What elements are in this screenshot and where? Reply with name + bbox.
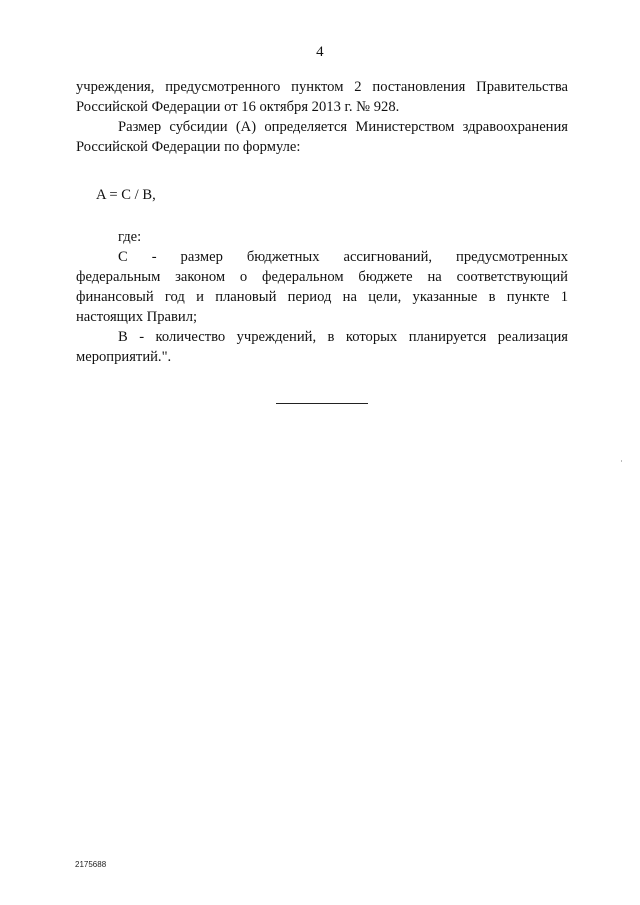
page-number: 4 (316, 44, 324, 60)
paragraph-definition-c (76, 247, 568, 327)
text-line: В - количество учреждений, в которых планируется реализация (118, 329, 568, 345)
text-line: федеральным законом о федеральном бюджете на соответствующий (76, 269, 568, 285)
document-code: 2175688 (75, 860, 107, 869)
text-line: финансовый год и плановый период на цели, указанные в пункте 1 (76, 289, 568, 305)
text-line: Размер субсидии (А) определяется Министерством здравоохранения (118, 119, 568, 135)
document-body (76, 77, 568, 367)
text-line: где: (118, 229, 142, 245)
paragraph-definition-b (76, 327, 568, 367)
text-line: учреждения, предусмотренного пунктом 2 постановления Правительства (76, 79, 568, 95)
text-line: Российской Федерации по формуле: (76, 139, 301, 155)
text-line: С - размер бюджетных ассигнований, предусмотренных (118, 249, 568, 265)
paragraph-institution (76, 77, 568, 117)
paragraph-subsidy-size (76, 117, 568, 157)
scan-mark (621, 460, 622, 462)
text-line: настоящих Правил; (76, 309, 198, 325)
text-line: Российской Федерации от 16 октября 2013 г. № 928. (76, 99, 400, 115)
formula: A = C / B, (96, 187, 156, 203)
paragraph-where (76, 227, 568, 247)
text-line: мероприятий.". (76, 349, 172, 365)
end-of-text-rule (276, 403, 368, 404)
